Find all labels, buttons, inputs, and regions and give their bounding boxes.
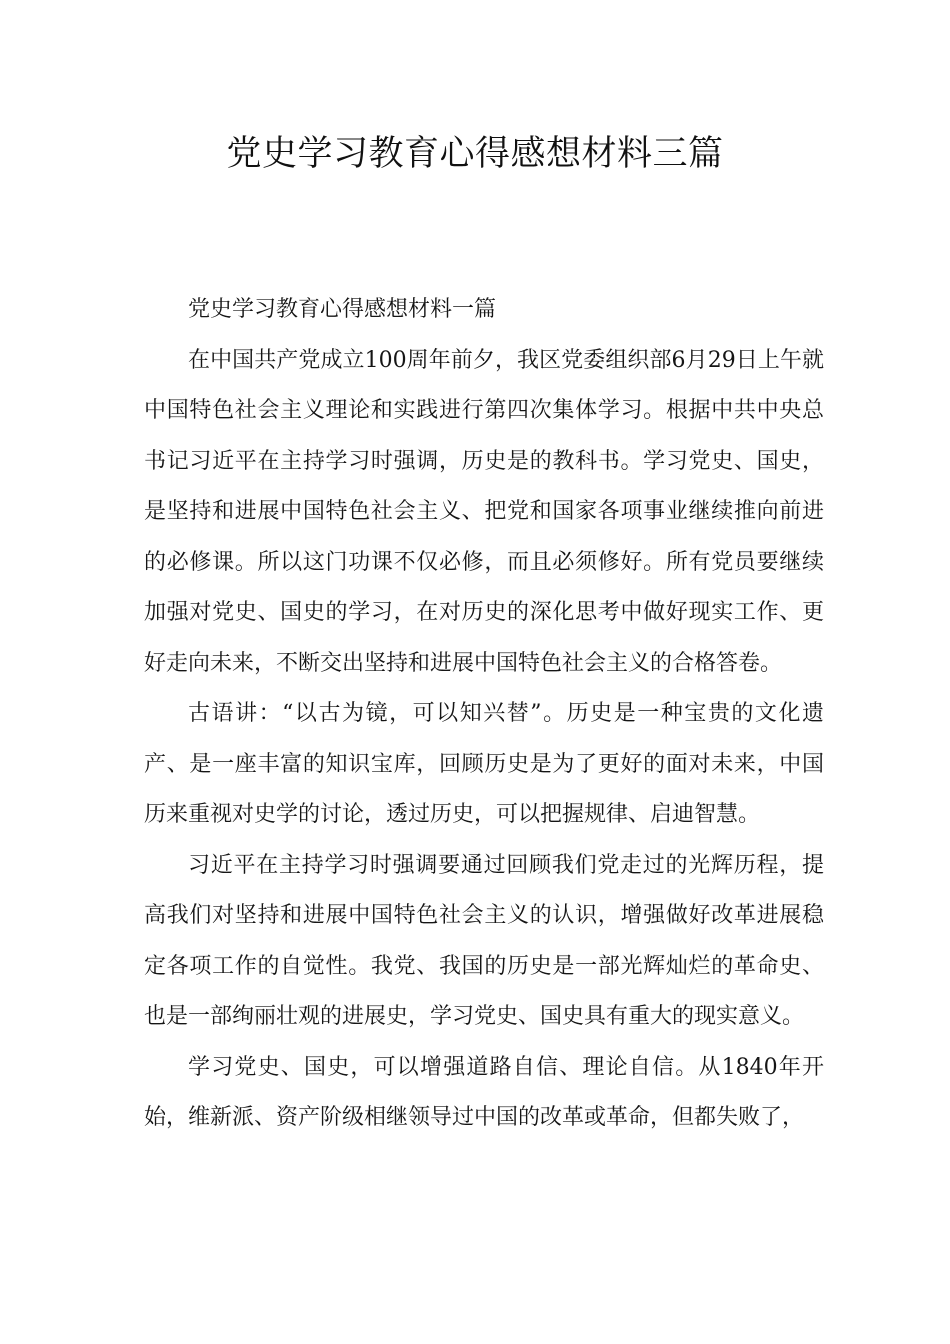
paragraph: 习近平在主持学习时强调要通过回顾我们党走过的光辉历程，提高我们对坚持和进展中国特色社会主义的认识，增强做好改革进展稳定各项工作的自觉性。我党、我国的历史是一部光辉灿烂的革命史、也是一部绚丽壮观的进展史，学习党史、国史具有重大的现实意义。	[144, 852, 824, 1029]
document-body	[144, 285, 824, 1144]
paragraph: 古语讲：“以古为镜，可以知兴替”。历史是一种宝贵的文化遗产、是一座丰富的知识宝库，回顾历史是为了更好的面对未来，中国历来重视对史学的讨论，透过历史，可以把握规律、启迪智慧。	[144, 701, 824, 827]
section-heading: 党史学习教育心得感想材料一篇	[188, 297, 497, 322]
document-title: 党史学习教育心得感想材料三篇	[226, 134, 724, 174]
paragraph: 在中国共产党成立100周年前夕，我区党委组织部6月29日上午就中国特色社会主义理论和实践进行第四次集体学习。根据中共中央总书记习近平在主持学习时强调，历史是的教科书。学习党史、国史，是坚持和进展中国特色社会主义、把党和国家各项事业继续推向前进的必修课。所以这门功课不仅必修，而且必须修好。所有党员要继续加强对党史、国史的学习，在对历史的深化思考中做好现实工作、更好走向未来，不断交出坚持和进展中国特色社会主义的合格答卷。	[144, 347, 824, 676]
paragraph: 学习党史、国史，可以增强道路自信、理论自信。从1840年开始，维新派、资产阶级相继领导过中国的改革或革命，但都失败了，	[144, 1054, 824, 1130]
